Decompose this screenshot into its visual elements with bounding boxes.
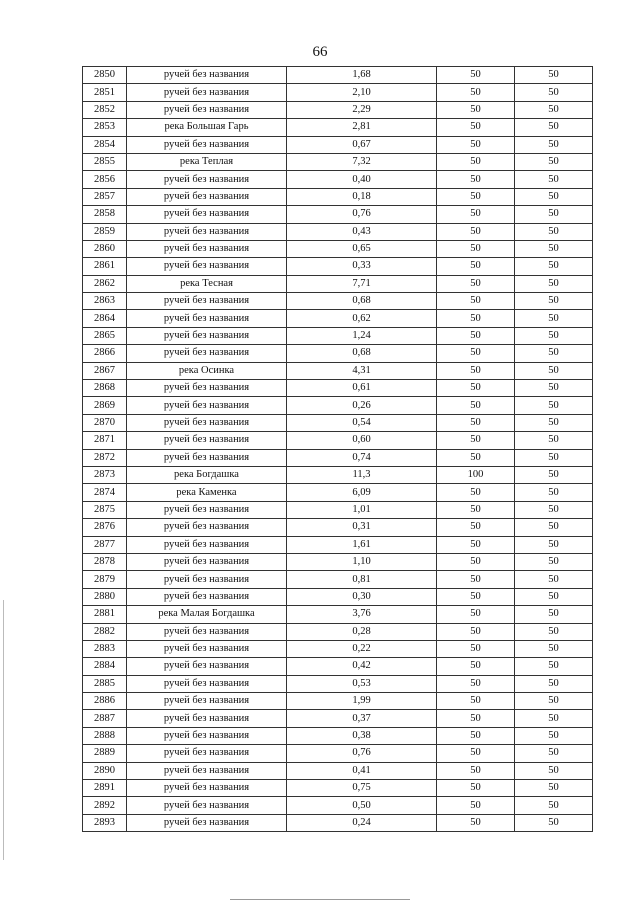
length-cell: 1,10 xyxy=(287,553,437,570)
table-row xyxy=(83,675,593,692)
length-cell: 1,61 xyxy=(287,536,437,553)
row-number-cell: 2853 xyxy=(83,119,127,136)
zone-b-cell: 50 xyxy=(515,814,593,831)
row-number-cell: 2886 xyxy=(83,693,127,710)
watercourse-name-cell: ручей без названия xyxy=(127,206,287,223)
row-number-cell: 2867 xyxy=(83,362,127,379)
row-number-cell: 2878 xyxy=(83,553,127,570)
length-cell: 0,68 xyxy=(287,293,437,310)
length-cell: 2,29 xyxy=(287,101,437,118)
watercourse-name-cell: ручей без названия xyxy=(127,449,287,466)
zone-a-cell: 50 xyxy=(437,414,515,431)
table-row xyxy=(83,101,593,118)
zone-a-cell: 50 xyxy=(437,501,515,518)
watercourse-name-cell: ручей без названия xyxy=(127,67,287,84)
zone-b-cell: 50 xyxy=(515,84,593,101)
row-number-cell: 2869 xyxy=(83,397,127,414)
row-number-cell: 2875 xyxy=(83,501,127,518)
row-number-cell: 2868 xyxy=(83,380,127,397)
scan-bottom-line xyxy=(230,899,410,900)
length-cell: 0,42 xyxy=(287,658,437,675)
row-number-cell: 2850 xyxy=(83,67,127,84)
table-row xyxy=(83,484,593,501)
row-number-cell: 2885 xyxy=(83,675,127,692)
zone-a-cell: 50 xyxy=(437,293,515,310)
row-number-cell: 2860 xyxy=(83,240,127,257)
table-row xyxy=(83,553,593,570)
table-row xyxy=(83,171,593,188)
watercourse-name-cell: ручей без названия xyxy=(127,240,287,257)
table-row xyxy=(83,362,593,379)
table-row xyxy=(83,588,593,605)
zone-b-cell: 50 xyxy=(515,710,593,727)
table-row xyxy=(83,258,593,275)
watercourse-name-cell: ручей без названия xyxy=(127,84,287,101)
zone-b-cell: 50 xyxy=(515,119,593,136)
table-row xyxy=(83,466,593,483)
table-row xyxy=(83,327,593,344)
zone-b-cell: 50 xyxy=(515,780,593,797)
zone-b-cell: 50 xyxy=(515,588,593,605)
zone-b-cell: 50 xyxy=(515,501,593,518)
zone-b-cell: 50 xyxy=(515,466,593,483)
row-number-cell: 2851 xyxy=(83,84,127,101)
watercourse-name-cell: ручей без названия xyxy=(127,536,287,553)
length-cell: 0,54 xyxy=(287,414,437,431)
length-cell: 0,37 xyxy=(287,710,437,727)
zone-a-cell: 50 xyxy=(437,623,515,640)
table-row xyxy=(83,310,593,327)
length-cell: 4,31 xyxy=(287,362,437,379)
length-cell: 1,99 xyxy=(287,693,437,710)
table-row xyxy=(83,745,593,762)
zone-a-cell: 50 xyxy=(437,310,515,327)
watercourse-name-cell: ручей без названия xyxy=(127,397,287,414)
row-number-cell: 2881 xyxy=(83,606,127,623)
river-table xyxy=(82,66,593,832)
watercourse-name-cell: ручей без названия xyxy=(127,780,287,797)
zone-a-cell: 50 xyxy=(437,449,515,466)
row-number-cell: 2854 xyxy=(83,136,127,153)
watercourse-name-cell: ручей без названия xyxy=(127,327,287,344)
row-number-cell: 2879 xyxy=(83,571,127,588)
row-number-cell: 2877 xyxy=(83,536,127,553)
table-row xyxy=(83,206,593,223)
watercourse-name-cell: река Большая Гарь xyxy=(127,119,287,136)
table-row xyxy=(83,223,593,240)
table-row xyxy=(83,606,593,623)
zone-a-cell: 50 xyxy=(437,797,515,814)
zone-b-cell: 50 xyxy=(515,484,593,501)
zone-b-cell: 50 xyxy=(515,345,593,362)
row-number-cell: 2863 xyxy=(83,293,127,310)
watercourse-name-cell: ручей без названия xyxy=(127,693,287,710)
zone-a-cell: 50 xyxy=(437,206,515,223)
table-row xyxy=(83,188,593,205)
zone-b-cell: 50 xyxy=(515,153,593,170)
watercourse-name-cell: река Каменка xyxy=(127,484,287,501)
length-cell: 0,41 xyxy=(287,762,437,779)
watercourse-name-cell: ручей без названия xyxy=(127,188,287,205)
zone-a-cell: 50 xyxy=(437,675,515,692)
length-cell: 0,33 xyxy=(287,258,437,275)
watercourse-name-cell: ручей без названия xyxy=(127,553,287,570)
length-cell: 0,60 xyxy=(287,432,437,449)
row-number-cell: 2888 xyxy=(83,727,127,744)
table-row xyxy=(83,275,593,292)
length-cell: 0,40 xyxy=(287,171,437,188)
length-cell: 7,71 xyxy=(287,275,437,292)
length-cell: 1,68 xyxy=(287,67,437,84)
zone-b-cell: 50 xyxy=(515,762,593,779)
zone-b-cell: 50 xyxy=(515,536,593,553)
row-number-cell: 2871 xyxy=(83,432,127,449)
table-body xyxy=(83,67,593,832)
row-number-cell: 2861 xyxy=(83,258,127,275)
zone-a-cell: 50 xyxy=(437,153,515,170)
row-number-cell: 2852 xyxy=(83,101,127,118)
row-number-cell: 2891 xyxy=(83,780,127,797)
watercourse-name-cell: ручей без названия xyxy=(127,519,287,536)
watercourse-name-cell: ручей без названия xyxy=(127,762,287,779)
table-row xyxy=(83,640,593,657)
zone-a-cell: 50 xyxy=(437,345,515,362)
zone-a-cell: 50 xyxy=(437,814,515,831)
row-number-cell: 2866 xyxy=(83,345,127,362)
length-cell: 1,24 xyxy=(287,327,437,344)
watercourse-name-cell: река Теплая xyxy=(127,153,287,170)
table-row xyxy=(83,797,593,814)
length-cell: 0,30 xyxy=(287,588,437,605)
length-cell: 0,22 xyxy=(287,640,437,657)
length-cell: 0,43 xyxy=(287,223,437,240)
length-cell: 0,62 xyxy=(287,310,437,327)
row-number-cell: 2855 xyxy=(83,153,127,170)
zone-b-cell: 50 xyxy=(515,397,593,414)
zone-b-cell: 50 xyxy=(515,223,593,240)
zone-b-cell: 50 xyxy=(515,658,593,675)
table-row xyxy=(83,84,593,101)
length-cell: 0,76 xyxy=(287,206,437,223)
length-cell: 0,61 xyxy=(287,380,437,397)
table-row xyxy=(83,293,593,310)
table-row xyxy=(83,501,593,518)
zone-a-cell: 50 xyxy=(437,362,515,379)
zone-b-cell: 50 xyxy=(515,171,593,188)
table-row xyxy=(83,449,593,466)
length-cell: 2,81 xyxy=(287,119,437,136)
zone-a-cell: 50 xyxy=(437,571,515,588)
zone-b-cell: 50 xyxy=(515,414,593,431)
zone-b-cell: 50 xyxy=(515,727,593,744)
table-row xyxy=(83,380,593,397)
watercourse-name-cell: река Осинка xyxy=(127,362,287,379)
zone-a-cell: 50 xyxy=(437,84,515,101)
watercourse-name-cell: река Богдашка xyxy=(127,466,287,483)
table-row xyxy=(83,710,593,727)
zone-b-cell: 50 xyxy=(515,380,593,397)
scan-margin-line xyxy=(3,600,4,860)
row-number-cell: 2892 xyxy=(83,797,127,814)
zone-b-cell: 50 xyxy=(515,675,593,692)
length-cell: 0,26 xyxy=(287,397,437,414)
length-cell: 0,75 xyxy=(287,780,437,797)
row-number-cell: 2883 xyxy=(83,640,127,657)
zone-b-cell: 50 xyxy=(515,258,593,275)
zone-a-cell: 50 xyxy=(437,171,515,188)
zone-b-cell: 50 xyxy=(515,519,593,536)
zone-b-cell: 50 xyxy=(515,327,593,344)
table-row xyxy=(83,136,593,153)
zone-b-cell: 50 xyxy=(515,623,593,640)
table-row xyxy=(83,345,593,362)
length-cell: 0,81 xyxy=(287,571,437,588)
zone-a-cell: 50 xyxy=(437,536,515,553)
watercourse-name-cell: ручей без названия xyxy=(127,293,287,310)
table-row xyxy=(83,693,593,710)
watercourse-name-cell: ручей без названия xyxy=(127,571,287,588)
watercourse-name-cell: река Малая Богдашка xyxy=(127,606,287,623)
zone-b-cell: 50 xyxy=(515,362,593,379)
zone-b-cell: 50 xyxy=(515,101,593,118)
row-number-cell: 2870 xyxy=(83,414,127,431)
zone-b-cell: 50 xyxy=(515,67,593,84)
zone-a-cell: 50 xyxy=(437,640,515,657)
zone-b-cell: 50 xyxy=(515,432,593,449)
watercourse-name-cell: ручей без названия xyxy=(127,640,287,657)
zone-b-cell: 50 xyxy=(515,275,593,292)
watercourse-name-cell: ручей без названия xyxy=(127,136,287,153)
zone-b-cell: 50 xyxy=(515,206,593,223)
zone-a-cell: 50 xyxy=(437,258,515,275)
row-number-cell: 2890 xyxy=(83,762,127,779)
zone-b-cell: 50 xyxy=(515,571,593,588)
zone-a-cell: 50 xyxy=(437,693,515,710)
zone-a-cell: 50 xyxy=(437,484,515,501)
zone-a-cell: 50 xyxy=(437,380,515,397)
row-number-cell: 2862 xyxy=(83,275,127,292)
zone-b-cell: 50 xyxy=(515,310,593,327)
table-row xyxy=(83,414,593,431)
row-number-cell: 2857 xyxy=(83,188,127,205)
zone-a-cell: 50 xyxy=(437,188,515,205)
watercourse-name-cell: ручей без названия xyxy=(127,258,287,275)
table-row xyxy=(83,658,593,675)
zone-a-cell: 50 xyxy=(437,327,515,344)
zone-a-cell: 50 xyxy=(437,727,515,744)
length-cell: 0,68 xyxy=(287,345,437,362)
table-row xyxy=(83,240,593,257)
length-cell: 2,10 xyxy=(287,84,437,101)
zone-b-cell: 50 xyxy=(515,640,593,657)
zone-a-cell: 100 xyxy=(437,466,515,483)
table-row xyxy=(83,536,593,553)
table-row xyxy=(83,623,593,640)
watercourse-name-cell: ручей без названия xyxy=(127,310,287,327)
row-number-cell: 2887 xyxy=(83,710,127,727)
zone-b-cell: 50 xyxy=(515,188,593,205)
row-number-cell: 2872 xyxy=(83,449,127,466)
table-row xyxy=(83,762,593,779)
zone-a-cell: 50 xyxy=(437,519,515,536)
zone-a-cell: 50 xyxy=(437,275,515,292)
length-cell: 7,32 xyxy=(287,153,437,170)
watercourse-name-cell: ручей без названия xyxy=(127,797,287,814)
watercourse-name-cell: ручей без названия xyxy=(127,414,287,431)
row-number-cell: 2889 xyxy=(83,745,127,762)
zone-a-cell: 50 xyxy=(437,67,515,84)
zone-b-cell: 50 xyxy=(515,553,593,570)
zone-a-cell: 50 xyxy=(437,223,515,240)
zone-b-cell: 50 xyxy=(515,745,593,762)
length-cell: 0,31 xyxy=(287,519,437,536)
page-number: 66 xyxy=(312,44,328,60)
zone-a-cell: 50 xyxy=(437,710,515,727)
zone-a-cell: 50 xyxy=(437,240,515,257)
watercourse-name-cell: ручей без названия xyxy=(127,745,287,762)
row-number-cell: 2856 xyxy=(83,171,127,188)
zone-b-cell: 50 xyxy=(515,136,593,153)
length-cell: 0,24 xyxy=(287,814,437,831)
watercourse-name-cell: ручей без названия xyxy=(127,501,287,518)
table-row xyxy=(83,67,593,84)
row-number-cell: 2864 xyxy=(83,310,127,327)
row-number-cell: 2880 xyxy=(83,588,127,605)
table-row xyxy=(83,814,593,831)
row-number-cell: 2882 xyxy=(83,623,127,640)
length-cell: 0,18 xyxy=(287,188,437,205)
length-cell: 0,53 xyxy=(287,675,437,692)
table-row xyxy=(83,727,593,744)
row-number-cell: 2873 xyxy=(83,466,127,483)
zone-a-cell: 50 xyxy=(437,606,515,623)
zone-a-cell: 50 xyxy=(437,136,515,153)
zone-a-cell: 50 xyxy=(437,101,515,118)
length-cell: 0,76 xyxy=(287,745,437,762)
zone-a-cell: 50 xyxy=(437,588,515,605)
table-row xyxy=(83,432,593,449)
watercourse-name-cell: ручей без названия xyxy=(127,658,287,675)
zone-a-cell: 50 xyxy=(437,553,515,570)
watercourse-name-cell: река Тесная xyxy=(127,275,287,292)
watercourse-name-cell: ручей без названия xyxy=(127,727,287,744)
length-cell: 3,76 xyxy=(287,606,437,623)
length-cell: 0,38 xyxy=(287,727,437,744)
watercourse-name-cell: ручей без названия xyxy=(127,623,287,640)
table-row xyxy=(83,119,593,136)
length-cell: 11,3 xyxy=(287,466,437,483)
zone-b-cell: 50 xyxy=(515,240,593,257)
watercourse-name-cell: ручей без названия xyxy=(127,101,287,118)
length-cell: 0,28 xyxy=(287,623,437,640)
table-row xyxy=(83,780,593,797)
zone-b-cell: 50 xyxy=(515,293,593,310)
row-number-cell: 2865 xyxy=(83,327,127,344)
row-number-cell: 2858 xyxy=(83,206,127,223)
zone-a-cell: 50 xyxy=(437,119,515,136)
zone-b-cell: 50 xyxy=(515,449,593,466)
row-number-cell: 2893 xyxy=(83,814,127,831)
table-row xyxy=(83,519,593,536)
watercourse-name-cell: ручей без названия xyxy=(127,710,287,727)
watercourse-name-cell: ручей без названия xyxy=(127,588,287,605)
watercourse-name-cell: ручей без названия xyxy=(127,345,287,362)
zone-b-cell: 50 xyxy=(515,606,593,623)
watercourse-name-cell: ручей без названия xyxy=(127,432,287,449)
zone-a-cell: 50 xyxy=(437,762,515,779)
row-number-cell: 2876 xyxy=(83,519,127,536)
zone-a-cell: 50 xyxy=(437,432,515,449)
watercourse-name-cell: ручей без названия xyxy=(127,171,287,188)
table-row xyxy=(83,153,593,170)
zone-b-cell: 50 xyxy=(515,693,593,710)
watercourse-name-cell: ручей без названия xyxy=(127,223,287,240)
zone-a-cell: 50 xyxy=(437,397,515,414)
row-number-cell: 2884 xyxy=(83,658,127,675)
length-cell: 0,67 xyxy=(287,136,437,153)
length-cell: 0,50 xyxy=(287,797,437,814)
watercourse-name-cell: ручей без названия xyxy=(127,814,287,831)
watercourse-name-cell: ручей без названия xyxy=(127,380,287,397)
length-cell: 0,74 xyxy=(287,449,437,466)
table-row xyxy=(83,397,593,414)
row-number-cell: 2874 xyxy=(83,484,127,501)
zone-b-cell: 50 xyxy=(515,797,593,814)
zone-a-cell: 50 xyxy=(437,658,515,675)
zone-a-cell: 50 xyxy=(437,780,515,797)
length-cell: 1,01 xyxy=(287,501,437,518)
length-cell: 0,65 xyxy=(287,240,437,257)
length-cell: 6,09 xyxy=(287,484,437,501)
zone-a-cell: 50 xyxy=(437,745,515,762)
table-row xyxy=(83,571,593,588)
row-number-cell: 2859 xyxy=(83,223,127,240)
watercourse-name-cell: ручей без названия xyxy=(127,675,287,692)
